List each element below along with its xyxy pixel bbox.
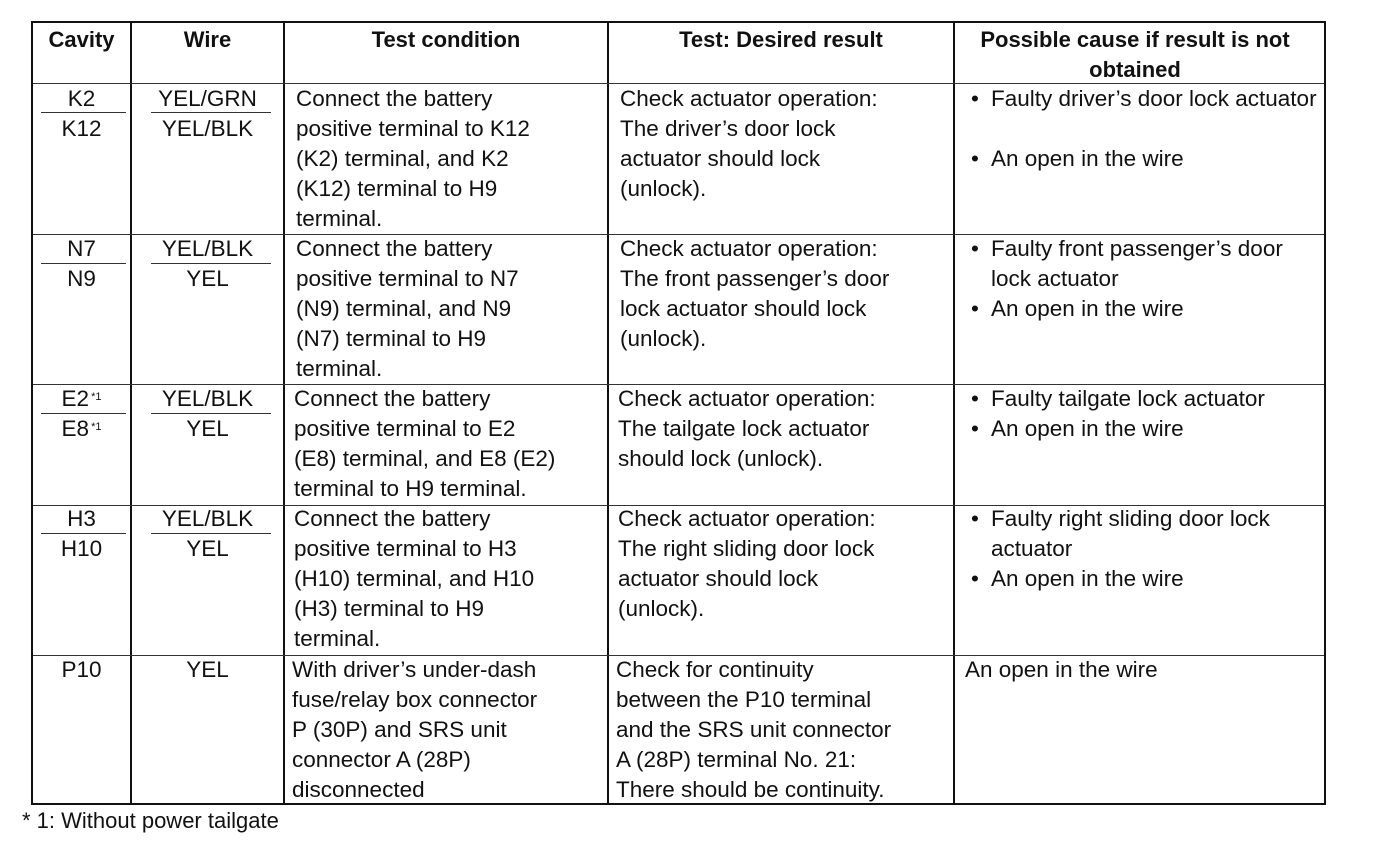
test-condition-text: With driver’s under-dash fuse/relay box connector P (30P) and SRS unit connector A (28P) disconnected xyxy=(292,657,538,802)
desired-result-text: Check actuator operation: The front passenger’s door lock actuator should lock (unlock). xyxy=(620,236,890,351)
cavity-label: H3 xyxy=(67,506,96,531)
cavity-label: E2 $^{*1}$ xyxy=(61,386,102,411)
wire-color: YEL/BLK xyxy=(161,506,254,531)
wire-color: YEL xyxy=(186,657,229,682)
cause-list-item: • Faulty driver’s door lock actuator xyxy=(971,84,1321,114)
footnote: * 1: Without power tailgate xyxy=(22,808,279,833)
wire-color: YEL/BLK xyxy=(161,386,254,411)
column-divider xyxy=(953,23,955,803)
cavity-label: P10 xyxy=(61,657,102,682)
cavity-label: K2 xyxy=(67,86,96,111)
desired-result-text: Check actuator operation: The tailgate lock actuator should lock (unlock). xyxy=(618,386,876,471)
cause-text: An open in the wire xyxy=(965,657,1158,682)
desired-result-text: Check for continuity between the P10 terminal and the SRS unit connector A (28P) terminal No. 21: There should be continuity. xyxy=(616,657,892,802)
cause-list-item: • An open in the wire xyxy=(971,294,1321,324)
header-test-condition: Test condition xyxy=(371,27,521,52)
footnote-marker: *1 xyxy=(91,421,102,433)
header-wire: Wire xyxy=(183,27,232,52)
cavity-label: E8 $^{*1}$ xyxy=(61,416,102,441)
cavity-label: N9 xyxy=(67,266,96,291)
wire-color: YEL xyxy=(186,536,229,561)
desired-result-text: Check actuator operation: The driver’s door lock actuator should lock (unlock). xyxy=(620,86,878,201)
cause-list-item: • An open in the wire xyxy=(971,564,1321,594)
test-condition-text: Connect the battery positive terminal to N7 (N9) terminal, and N9 (N7) terminal to H9 terminal. xyxy=(296,236,519,381)
cavity-label: N7 xyxy=(67,236,96,261)
cavity-label: K12 xyxy=(61,116,102,141)
wire-color: YEL/GRN xyxy=(158,86,257,111)
wire-color: YEL xyxy=(186,416,229,441)
desired-result-text: Check actuator operation: The right sliding door lock actuator should lock (unlock). xyxy=(618,506,876,621)
cavity-label: H10 xyxy=(60,536,103,561)
cause-list-item: • An open in the wire xyxy=(971,414,1321,444)
wire-color: YEL/BLK xyxy=(161,236,254,261)
cause-list-item: • Faulty tailgate lock actuator xyxy=(971,384,1341,414)
test-condition-text: Connect the battery positive terminal to K12 (K2) terminal, and K2 (K12) terminal to H9 terminal. xyxy=(296,86,530,231)
header-cavity: Cavity xyxy=(48,27,115,52)
header-possible-cause: Possible cause if result is not obtained xyxy=(980,27,1290,82)
column-divider xyxy=(607,23,609,803)
cause-list-item: • Faulty right sliding door lock actuator xyxy=(971,504,1301,564)
wire-color: YEL/BLK xyxy=(161,116,254,141)
wire-color: YEL xyxy=(186,266,229,291)
footnote-marker: *1 xyxy=(91,391,102,403)
column-divider xyxy=(283,23,285,803)
cause-list-item: • An open in the wire xyxy=(971,144,1321,174)
test-condition-text: Connect the battery positive terminal to H3 (H10) terminal, and H10 (H3) terminal to H9 terminal. xyxy=(294,506,535,651)
header-desired-result: Test: Desired result xyxy=(679,27,883,52)
cause-list-item: • Faulty front passenger’s door lock actuator xyxy=(971,234,1321,294)
test-condition-text: Connect the battery positive terminal to E2 (E8) terminal, and E8 (E2) terminal to H9 terminal. xyxy=(294,386,556,501)
inspection-table xyxy=(31,21,1326,805)
